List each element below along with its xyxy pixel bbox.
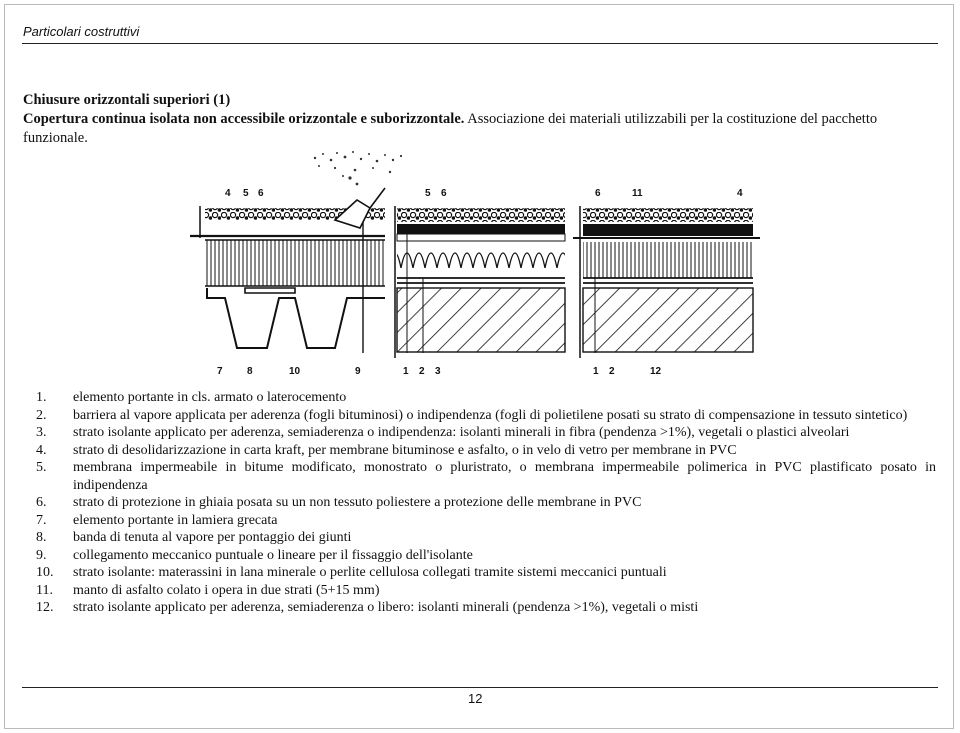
legend-text: elemento portante in cls. armato o laterocemento [73, 390, 347, 405]
legend-item [36, 529, 936, 547]
page-header: Particolari costruttivi [23, 24, 140, 39]
page-number: 12 [468, 691, 483, 706]
legend-item [36, 582, 936, 600]
roof-section-drawing [185, 148, 760, 376]
legend-number: 4. [36, 442, 47, 458]
legend-item [36, 599, 936, 617]
label-7: 7 [217, 366, 223, 376]
label-3-mid: 3 [435, 366, 441, 376]
header-divider [22, 43, 938, 44]
legend-text: strato isolante: materassini in lana minerale o perlite cellulosa collegati tramite sistemi meccanici puntuali [73, 565, 667, 580]
legend-item [36, 459, 936, 494]
footer-divider [22, 687, 938, 688]
legend-text: membrana impermeabile in bitume modificato, monostrato o pluristrato, o membrana impermeabile polimerica in PVC plastificato posato in indipendenza [73, 460, 936, 493]
legend-item [36, 564, 936, 582]
label-11-right: 11 [632, 188, 643, 199]
label-1-right: 1 [593, 366, 599, 376]
legend-text: manto di asfalto colato i opera in due strati (5+15 mm) [73, 582, 380, 598]
legend-number: 12. [36, 600, 54, 615]
label-2-mid: 2 [419, 366, 425, 376]
legend-number: 7. [36, 512, 47, 528]
legend-item [36, 547, 936, 565]
legend-text: collegamento meccanico puntuale o lineare per il fissaggio dell'isolante [73, 547, 473, 563]
label-6-left: 6 [258, 188, 264, 199]
section-description [23, 110, 933, 148]
label-1-mid: 1 [403, 366, 409, 376]
legend-number: 9. [36, 547, 47, 563]
legend-item [36, 512, 936, 530]
torch-flame-spray [314, 151, 402, 185]
label-2-right: 2 [609, 366, 615, 376]
legend-number: 2. [36, 407, 47, 423]
section-title-block [23, 91, 933, 148]
section-title: Chiusure orizzontali superiori (1) [23, 92, 231, 108]
right-section [573, 206, 760, 358]
label-4-left: 4 [225, 188, 231, 199]
legend-number: 5. [36, 460, 47, 475]
section-subtitle-rest: Associazione dei materiali utilizzabili per la costituzione del pacchetto funzionale. [23, 111, 878, 146]
legend-text: barriera al vapore applicata per aderenza (fogli bituminosi) o indipendenza (fogli di polietilene posati su strato di compensazione in tessuto sintetico) [73, 407, 908, 423]
legend-list [36, 389, 936, 617]
legend-number: 10. [36, 565, 54, 580]
label-12-right: 12 [650, 366, 662, 376]
legend-number: 3. [36, 425, 47, 440]
legend-text: strato isolante applicato per aderenza, semiaderenza o libero: isolanti minerali (pendenza >1%), vegetali o misti [73, 600, 699, 615]
legend-text: strato isolante applicato per aderenza, semiaderenza o indipendenza: isolanti minerali in fibra (pendenza >1%), vegetali o plastici alveolari [73, 425, 850, 440]
section-subtitle: Copertura continua isolata non accessibile orizzontale e suborizzontale. [23, 111, 465, 127]
legend-item [36, 424, 936, 442]
legend-item [36, 442, 936, 460]
label-5-left: 5 [243, 188, 249, 199]
label-6-mid: 6 [441, 188, 447, 199]
legend-text: strato di protezione in ghiaia posata su un non tessuto poliestere a protezione delle membrane in PVC [73, 495, 642, 510]
legend-number: 1. [36, 390, 47, 405]
middle-section [395, 206, 565, 358]
label-6-right: 6 [595, 188, 601, 199]
legend-number: 6. [36, 495, 47, 510]
label-10: 10 [289, 366, 301, 376]
label-5-mid: 5 [425, 188, 431, 199]
legend-item [36, 494, 936, 512]
legend-text: elemento portante in lamiera grecata [73, 512, 278, 528]
legend-text: banda di tenuta al vapore per pontaggio dei giunti [73, 530, 352, 545]
label-4-right: 4 [737, 188, 743, 199]
label-9: 9 [355, 366, 361, 376]
legend-number: 8. [36, 530, 47, 545]
label-8: 8 [247, 366, 253, 376]
left-section [190, 188, 385, 353]
legend-text: strato di desolidarizzazione in carta kraft, per membrane bituminose e asfalto, o in velo di vetro per membrane in PVC [73, 442, 737, 458]
legend-item [36, 389, 936, 407]
legend-item [36, 407, 936, 425]
legend-number: 11. [36, 582, 53, 598]
